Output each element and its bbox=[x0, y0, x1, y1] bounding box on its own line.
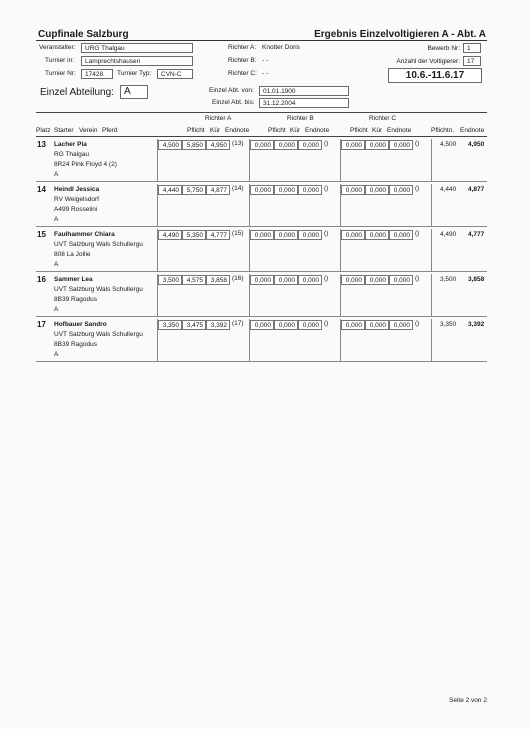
cell-a-pflicht: 4,500 bbox=[158, 140, 182, 150]
cell-a-rank: (16) bbox=[232, 275, 244, 282]
row-platz: 16 bbox=[37, 275, 46, 284]
cell-c-rank: () bbox=[415, 275, 420, 282]
cell-a-kuer: 5,850 bbox=[182, 140, 206, 150]
cell-a-endnote: 4,950 bbox=[206, 140, 230, 150]
table-top-rule bbox=[36, 112, 487, 113]
abteilung-label: Einzel Abteilung: bbox=[40, 87, 114, 98]
cell-b-rank: () bbox=[324, 185, 329, 192]
header-richter-a: Richter A bbox=[205, 115, 232, 122]
cell-a-endnote: 4,877 bbox=[206, 185, 230, 195]
header-verein: Verein bbox=[79, 127, 98, 134]
row-starter: Sammer Lea bbox=[54, 276, 93, 283]
row-pferd: 8B39 Ragodus bbox=[54, 296, 98, 303]
cell-b-rank: () bbox=[324, 230, 329, 237]
header-c-pflicht: Pflicht bbox=[350, 127, 368, 134]
cell-a-rank: (14) bbox=[232, 185, 244, 192]
event-title: Cupfinale Salzburg bbox=[38, 29, 129, 40]
header-richter-c: Richter C bbox=[369, 115, 397, 122]
row-pflichtn: 4,500 bbox=[440, 141, 457, 148]
column-divider bbox=[157, 139, 158, 181]
row-verein: RG Thalgau bbox=[54, 151, 89, 158]
column-divider bbox=[431, 274, 432, 316]
cell-c-kuer: 0,000 bbox=[365, 140, 389, 150]
cell-a-endnote: 3,858 bbox=[206, 275, 230, 285]
column-divider bbox=[249, 274, 250, 316]
row-verein: UVT Salzburg Wals Schullergu bbox=[54, 286, 143, 293]
cell-b-kuer: 0,000 bbox=[274, 185, 298, 195]
header-pflichtn: Pflichtn. bbox=[431, 127, 455, 134]
row-platz: 15 bbox=[37, 230, 46, 239]
row-klasse: A bbox=[54, 171, 59, 178]
abteilung-field: A bbox=[120, 85, 148, 99]
cell-a-pflicht: 4,490 bbox=[158, 230, 182, 240]
row-pflichtn: 3,350 bbox=[440, 321, 457, 328]
anzahl-label: Anzahl der Voltigierer: bbox=[396, 58, 460, 65]
column-divider bbox=[431, 139, 432, 181]
cell-c-rank: () bbox=[415, 185, 420, 192]
header-a-pflicht: Pflicht bbox=[187, 127, 205, 134]
veranstalter-field: URG Thalgau bbox=[81, 43, 193, 53]
row-klasse: A bbox=[54, 306, 59, 313]
cell-b-endnote: 0,000 bbox=[298, 320, 322, 330]
cell-b-endnote: 0,000 bbox=[298, 230, 322, 240]
row-pferd: 8B39 Ragodus bbox=[54, 341, 98, 348]
column-divider bbox=[157, 229, 158, 271]
row-rule bbox=[36, 226, 487, 227]
cell-a-endnote: 4,777 bbox=[206, 230, 230, 240]
column-divider bbox=[340, 184, 341, 226]
cell-a-kuer: 5,350 bbox=[182, 230, 206, 240]
column-divider bbox=[249, 229, 250, 271]
cell-c-kuer: 0,000 bbox=[365, 275, 389, 285]
row-starter: Hofbauer Sandro bbox=[54, 321, 107, 328]
richter-b-value: - - bbox=[262, 57, 269, 64]
row-rule bbox=[36, 361, 487, 362]
turnier-typ-label: Turnier Typ: bbox=[117, 70, 152, 77]
header-endnote-final: Endnote bbox=[460, 127, 485, 134]
abt-bis-label: Einzel Abt. bis: bbox=[212, 99, 255, 106]
cell-b-kuer: 0,000 bbox=[274, 320, 298, 330]
row-pflichtn: 3,500 bbox=[440, 276, 457, 283]
row-endnote: 4,950 bbox=[468, 141, 485, 148]
cell-a-rank: (17) bbox=[232, 320, 244, 327]
row-klasse: A bbox=[54, 351, 59, 358]
veranstalter-label: Veranstalter: bbox=[39, 44, 76, 51]
row-starter: Heindl Jessica bbox=[54, 186, 100, 193]
bewerb-label: Bewerb Nr: bbox=[427, 45, 460, 52]
anzahl-field: 17 bbox=[463, 56, 481, 66]
bewerb-field: 1 bbox=[463, 43, 481, 53]
cell-a-pflicht: 3,500 bbox=[158, 275, 182, 285]
column-divider bbox=[157, 319, 158, 361]
cell-b-kuer: 0,000 bbox=[274, 140, 298, 150]
cell-c-endnote: 0,000 bbox=[389, 320, 413, 330]
row-endnote: 4,877 bbox=[468, 186, 485, 193]
column-divider bbox=[431, 184, 432, 226]
cell-c-pflicht: 0,000 bbox=[341, 275, 365, 285]
cell-c-kuer: 0,000 bbox=[365, 230, 389, 240]
column-divider bbox=[340, 229, 341, 271]
cell-c-endnote: 0,000 bbox=[389, 230, 413, 240]
richter-c-label: Richter C: bbox=[228, 70, 257, 77]
header-richter-b: Richter B bbox=[287, 115, 314, 122]
row-endnote: 3,858 bbox=[468, 276, 485, 283]
column-divider bbox=[431, 229, 432, 271]
column-divider bbox=[340, 319, 341, 361]
turnier-typ-field: CVN-C bbox=[157, 69, 193, 79]
title-rule bbox=[36, 40, 487, 41]
cell-a-kuer: 3,475 bbox=[182, 320, 206, 330]
richter-c-value: - - bbox=[262, 70, 269, 77]
row-pflichtn: 4,490 bbox=[440, 231, 457, 238]
cell-b-kuer: 0,000 bbox=[274, 275, 298, 285]
header-a-kuer: Kür bbox=[210, 127, 221, 134]
column-divider bbox=[340, 139, 341, 181]
cell-c-kuer: 0,000 bbox=[365, 185, 389, 195]
cell-b-pflicht: 0,000 bbox=[250, 230, 274, 240]
header-b-kuer: Kür bbox=[290, 127, 301, 134]
cell-c-rank: () bbox=[415, 140, 420, 147]
abt-von-label: Einzel Abt. von: bbox=[209, 87, 254, 94]
cell-b-pflicht: 0,000 bbox=[250, 275, 274, 285]
row-rule bbox=[36, 181, 487, 182]
column-divider bbox=[249, 184, 250, 226]
cell-c-endnote: 0,000 bbox=[389, 275, 413, 285]
cell-c-rank: () bbox=[415, 230, 420, 237]
header-a-endnote: Endnote bbox=[225, 127, 250, 134]
turnier-in-field: Lamprechtshausen bbox=[81, 56, 193, 66]
cell-b-rank: () bbox=[324, 140, 329, 147]
header-c-kuer: Kür bbox=[372, 127, 383, 134]
cell-b-rank: () bbox=[324, 320, 329, 327]
cell-c-endnote: 0,000 bbox=[389, 140, 413, 150]
row-platz: 14 bbox=[37, 185, 46, 194]
column-divider bbox=[157, 274, 158, 316]
row-pferd: A499 Rosselini bbox=[54, 206, 98, 213]
cell-c-pflicht: 0,000 bbox=[341, 185, 365, 195]
cell-b-pflicht: 0,000 bbox=[250, 185, 274, 195]
header-c-endnote: Endnote bbox=[387, 127, 412, 134]
cell-c-pflicht: 0,000 bbox=[341, 230, 365, 240]
column-divider bbox=[249, 319, 250, 361]
row-klasse: A bbox=[54, 216, 59, 223]
cell-b-endnote: 0,000 bbox=[298, 140, 322, 150]
row-endnote: 4,777 bbox=[468, 231, 485, 238]
richter-a-label: Richter A: bbox=[228, 44, 257, 51]
row-verein: UVT Salzburg Wals Schullergu bbox=[54, 241, 143, 248]
row-pferd: 8R24 Pink Floyd 4 (2) bbox=[54, 161, 117, 168]
row-klasse: A bbox=[54, 261, 59, 268]
cell-b-pflicht: 0,000 bbox=[250, 320, 274, 330]
cell-b-rank: () bbox=[324, 275, 329, 282]
header-b-pflicht: Pflicht bbox=[268, 127, 286, 134]
cell-c-pflicht: 0,000 bbox=[341, 320, 365, 330]
cell-c-rank: () bbox=[415, 320, 420, 327]
row-rule bbox=[36, 316, 487, 317]
turnier-nr-label: Turnier Nr: bbox=[45, 70, 76, 77]
row-starter: Lacher Pia bbox=[54, 141, 87, 148]
cell-b-kuer: 0,000 bbox=[274, 230, 298, 240]
cell-a-rank: (13) bbox=[232, 140, 244, 147]
row-platz: 17 bbox=[37, 320, 46, 329]
richter-b-label: Richter B: bbox=[228, 57, 257, 64]
cell-a-rank: (15) bbox=[232, 230, 244, 237]
row-rule bbox=[36, 271, 487, 272]
cell-b-endnote: 0,000 bbox=[298, 185, 322, 195]
cell-c-pflicht: 0,000 bbox=[341, 140, 365, 150]
column-divider bbox=[157, 184, 158, 226]
cell-a-endnote: 3,392 bbox=[206, 320, 230, 330]
cell-c-endnote: 0,000 bbox=[389, 185, 413, 195]
header-b-endnote: Endnote bbox=[305, 127, 330, 134]
row-endnote: 3,392 bbox=[468, 321, 485, 328]
cell-a-pflicht: 3,350 bbox=[158, 320, 182, 330]
header-pferd: Pferd bbox=[102, 127, 118, 134]
row-platz: 13 bbox=[37, 140, 46, 149]
column-divider bbox=[431, 319, 432, 361]
richter-a-value: Knotter Doris bbox=[262, 44, 300, 51]
cell-a-pflicht: 4,440 bbox=[158, 185, 182, 195]
result-title: Ergebnis Einzelvoltigieren A - Abt. A bbox=[314, 29, 486, 40]
cell-c-kuer: 0,000 bbox=[365, 320, 389, 330]
cell-b-pflicht: 0,000 bbox=[250, 140, 274, 150]
table-header-rule bbox=[36, 136, 487, 137]
row-verein: UVT Salzburg Wals Schullergu bbox=[54, 331, 143, 338]
cell-b-endnote: 0,000 bbox=[298, 275, 322, 285]
row-verein: RV Weigelsdorf bbox=[54, 196, 99, 203]
date-range: 10.6.-11.6.17 bbox=[388, 68, 482, 83]
abt-bis-field: 31.12.2004 bbox=[259, 98, 349, 108]
row-pflichtn: 4,440 bbox=[440, 186, 457, 193]
row-starter: Faulhammer Chiara bbox=[54, 231, 115, 238]
column-divider bbox=[249, 139, 250, 181]
turnier-nr-field: 17428 bbox=[81, 69, 113, 79]
cell-a-kuer: 4,575 bbox=[182, 275, 206, 285]
turnier-in-label: Turnier in: bbox=[45, 57, 75, 64]
header-starter: Starter bbox=[54, 127, 74, 134]
row-pferd: 808 La Jollie bbox=[54, 251, 91, 258]
column-divider bbox=[340, 274, 341, 316]
page-number: Seite 2 von 2 bbox=[449, 697, 487, 704]
abt-von-field: 01.01.1900 bbox=[259, 86, 349, 96]
header-platz: Platz bbox=[36, 127, 51, 134]
cell-a-kuer: 5,750 bbox=[182, 185, 206, 195]
